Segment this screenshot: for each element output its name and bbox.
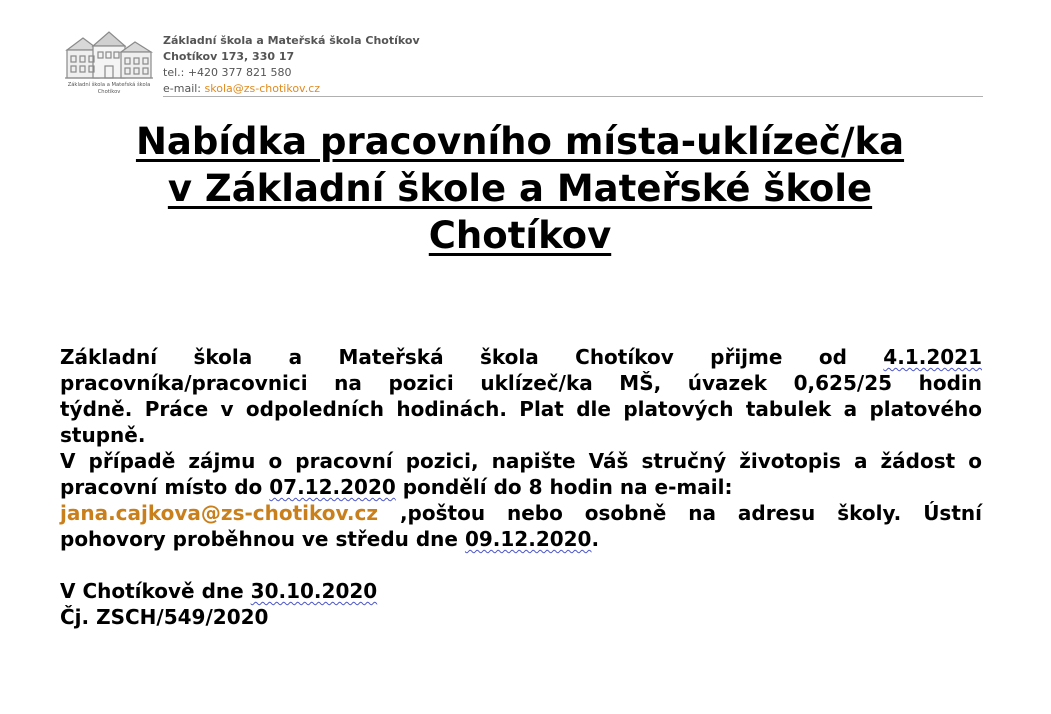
school-name: Základní škola a Mateřská škola Chotíkov <box>163 34 420 47</box>
application-deadline: 07.12.2020 <box>269 475 396 499</box>
phone-label: tel.: <box>163 66 185 79</box>
page-title <box>60 118 980 259</box>
body-line-3: týdně. Práce v odpoledních hodinách. Plat dle platových tabulek a platového <box>60 397 982 421</box>
document-date: 30.10.2020 <box>250 579 378 603</box>
logo-caption-1: Základní škola a Mateřská škola <box>67 82 151 88</box>
contact-email-link[interactable]: jana.cajkova@zs-chotikov.cz <box>60 501 379 525</box>
offer-body <box>60 344 982 630</box>
body-text: pondělí do 8 hodin na e-mail: <box>395 475 733 499</box>
school-email-link[interactable]: skola@zs-chotikov.cz <box>204 82 321 95</box>
email-row <box>163 81 420 97</box>
phone-row <box>163 65 420 81</box>
interview-date: 09.12.2020 <box>464 527 592 551</box>
body-line-5: V případě zájmu o pracovní pozici, napište Váš stručný životopis a žádost o <box>60 449 982 473</box>
school-building-icon <box>63 28 155 98</box>
school-address: Chotíkov 173, 330 17 <box>163 50 295 63</box>
letterhead-divider <box>163 96 983 97</box>
paragraph-spacer <box>60 552 982 578</box>
logo-caption-2: Chotíkov <box>97 89 121 95</box>
body-text: pracovní místo do <box>60 475 270 499</box>
body-text: ,poštou nebo osobně na adresu školy. Ústní <box>378 501 982 525</box>
title-line-1: Nabídka pracovního místa-uklízeč/ka <box>135 120 905 163</box>
email-label: e-mail: <box>163 82 202 95</box>
body-text: pohovory proběhnou ve středu dne <box>60 527 465 551</box>
body-line-7 <box>60 500 982 526</box>
body-line-4: stupně. <box>60 423 146 447</box>
body-line-1 <box>60 344 982 370</box>
body-text: Základní škola a Mateřská škola Chotíkov přijme od <box>60 345 884 369</box>
body-line-6 <box>60 474 982 500</box>
phone-number: +420 377 821 580 <box>187 66 292 79</box>
title-line-2: v Základní škole a Mateřské škole <box>167 167 873 210</box>
place-text: V Chotíkově dne <box>60 579 251 603</box>
reference-number: Čj. ZSCH/549/2020 <box>60 605 269 629</box>
body-line-8 <box>60 526 982 552</box>
title-line-3: Chotíkov <box>428 214 612 257</box>
letterhead <box>163 33 420 97</box>
start-date: 4.1.2021 <box>883 345 982 369</box>
school-logo <box>63 28 155 98</box>
body-text: . <box>591 527 600 551</box>
body-line-2: pracovníka/pracovnici na pozici uklízeč/ka MŠ, úvazek 0,625/25 hodin <box>60 371 982 395</box>
place-date-line <box>60 578 982 604</box>
